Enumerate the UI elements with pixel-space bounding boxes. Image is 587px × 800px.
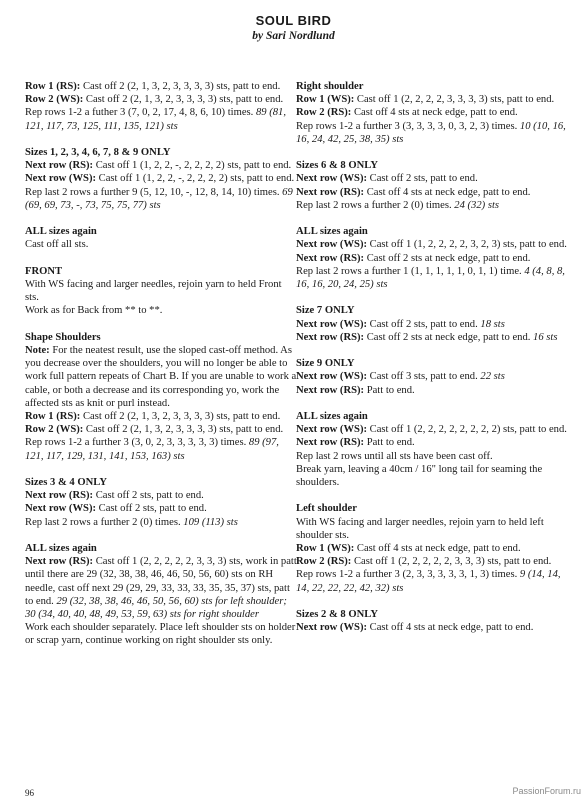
stitch-count: 4 (4, 8, 8, 16, 16, 20, 24, 25) sts <box>296 265 565 291</box>
pattern-section <box>296 410 568 489</box>
instruction-text: For the neatest result, use the sloped cast-off method. As you decrease over the shoulders, you will no longer be able to work full pattern repeats of Chart B. If you are unable to work a cable, or both a decrease and its corresponding yo, work the affected sts as knit or purl instead. <box>25 345 297 409</box>
instruction-text: Cast off 2 sts at neck edge, patt to end. <box>364 252 531 264</box>
stitch-count: 89 (81, 121, 117, 73, 125, 111, 135, 121) sts <box>25 107 286 132</box>
instruction-line <box>296 172 568 185</box>
instruction-line <box>296 450 568 463</box>
instruction-text: Rep rows 1-2 a further 3 (3, 0, 2, 3, 3, 3, 3, 3) times. <box>25 437 249 449</box>
instruction-line <box>25 238 297 251</box>
row-label: Next row (RS): <box>296 384 365 396</box>
section-heading: Sizes 1, 2, 3, 4, 6, 7, 8 & 9 ONLY <box>25 147 171 158</box>
section-heading: ALL sizes again <box>25 543 97 555</box>
instruction-line <box>296 370 568 383</box>
pattern-section <box>296 225 568 291</box>
section-heading: Shape Shoulders <box>25 331 101 343</box>
section-heading: Right shoulder <box>296 81 364 92</box>
instruction-text: Cast off 1 (1, 2, 2, -, 2, 2, 2, 2) sts, patt to end. <box>93 160 292 172</box>
stitch-count: 24 (32) sts <box>454 199 500 211</box>
instruction-text: Cast off all sts. <box>25 239 89 251</box>
instruction-text: Cast off 2 sts, patt to end. <box>96 503 207 515</box>
row-label: Next row (WS): <box>25 173 97 185</box>
instruction-text: Break yarn, leaving a 40cm / 16" long tail for seaming the shoulders. <box>296 463 543 489</box>
instruction-line <box>296 621 568 634</box>
section-heading: Sizes 3 & 4 ONLY <box>25 477 108 489</box>
right-column <box>296 80 568 648</box>
row-label: Next row (WS): <box>25 503 97 515</box>
instruction-line <box>25 186 297 212</box>
instruction-text: Cast off 2 (2, 1, 3, 2, 3, 3, 3, 3) sts, patt to end. <box>83 94 284 106</box>
instruction-text: Cast off 2 (2, 1, 3, 2, 3, 3, 3, 3) sts, patt to end. <box>83 424 284 436</box>
instruction-text: Cast off 4 sts at neck edge, patt to end. <box>367 622 534 634</box>
instruction-line <box>296 238 568 251</box>
section-heading: ALL sizes again <box>25 226 97 238</box>
instruction-line <box>296 384 568 397</box>
instruction-text: Rep last 2 rows a further 9 (5, 12, 10, -, 12, 8, 14, 10) times. <box>25 186 283 198</box>
instruction-line <box>25 423 297 436</box>
section-heading: Size 9 ONLY <box>296 358 355 370</box>
row-label: Next row (RS): <box>296 186 365 198</box>
stitch-count: 109 (113) sts <box>183 516 238 528</box>
row-label: Next row (WS): <box>296 622 368 634</box>
row-label: Next row (RS): <box>296 437 365 449</box>
instruction-line <box>296 265 568 291</box>
row-label: Next row (RS): <box>296 252 365 264</box>
row-label: Row 1 (RS): <box>25 81 81 92</box>
instruction-text: Cast off 2 sts, patt to end. <box>367 318 481 330</box>
instruction-text: Cast off 1 (2, 2, 2, 2, 3, 3, 3, 3) sts, patt to end. <box>354 94 555 106</box>
stitch-count: 9 (14, 14, 14, 22, 22, 22, 42, 32) sts <box>296 569 561 594</box>
instruction-line <box>25 502 297 515</box>
instruction-line <box>296 568 568 594</box>
stitch-count: 89 (97, 121, 117, 129, 131, 141, 153, 163) sts <box>25 437 279 462</box>
page-number: 96 <box>25 788 34 798</box>
instruction-line <box>25 172 297 185</box>
instruction-line <box>25 621 297 647</box>
row-label: Note: <box>25 345 50 356</box>
instruction-line <box>296 106 568 119</box>
instruction-line <box>25 106 297 132</box>
row-label: Next row (WS): <box>296 239 368 251</box>
pattern-section <box>25 542 297 648</box>
instruction-line <box>25 159 297 172</box>
pattern-section <box>296 304 568 344</box>
instruction-line <box>296 423 568 436</box>
section-heading: Sizes 6 & 8 ONLY <box>296 160 379 172</box>
pattern-section <box>25 331 297 463</box>
stitch-count: 69 (69, 69, 73, -, 73, 75, 75, 77) sts <box>25 186 293 211</box>
instruction-text: Rep rows 1-2 a futher 3 (7, 0, 2, 17, 4, 8, 6, 10) times. <box>25 107 256 119</box>
pattern-section <box>25 265 297 318</box>
instruction-line <box>25 344 297 410</box>
pattern-section <box>25 225 297 251</box>
section-heading: ALL sizes again <box>296 226 368 238</box>
instruction-line <box>296 463 568 489</box>
row-label: Next row (RS): <box>25 490 94 502</box>
row-label: Next row (WS): <box>296 173 368 185</box>
instruction-line <box>296 199 568 212</box>
left-column <box>25 80 297 661</box>
instruction-line <box>296 436 568 449</box>
instruction-text: Cast off 1 (2, 2, 2, 2, 2, 3, 3, 3) sts, work in patt until there are 29 (32, 38, 38, 46, 46, 50, 56, 60) sts on RH needle, cast off next 29 (29, 29, 33, 33, 33, 35, 35, 37) sts, patt to end. <box>25 556 297 607</box>
pattern-section <box>25 80 297 133</box>
row-label: Row 1 (WS): <box>296 94 355 106</box>
instruction-text: Cast off 2 (2, 1, 3, 2, 3, 3, 3, 3) sts, patt to end. <box>80 81 281 92</box>
row-label: Next row (WS): <box>296 424 368 436</box>
section-heading: Sizes 2 & 8 ONLY <box>296 609 379 621</box>
pattern-section <box>296 357 568 397</box>
instruction-line <box>25 555 297 621</box>
instruction-line <box>25 516 297 529</box>
row-label: Next row (RS): <box>25 556 94 568</box>
stitch-count: 29 (32, 38, 38, 46, 46, 50, 56, 60) sts for left shoulder; 30 (34, 40, 40, 48, 49, 53, 59, 63) sts for right shoulder <box>25 595 287 621</box>
instruction-text: Cast off 4 sts at neck edge, patt to end. <box>364 186 531 198</box>
instruction-text: Cast off 2 sts, patt to end. <box>93 490 204 502</box>
stitch-count: 18 sts <box>480 318 505 330</box>
section-heading: FRONT <box>25 265 63 277</box>
instruction-line <box>296 555 568 568</box>
row-label: Row 2 (WS): <box>25 424 84 436</box>
pattern-section <box>296 159 568 212</box>
instruction-line <box>25 304 297 317</box>
pattern-title: SOUL BIRD <box>255 13 332 28</box>
page-header <box>0 13 587 44</box>
instruction-text: Rep last 2 rows a further 2 (0) times. <box>296 199 455 211</box>
stitch-count: 10 (10, 16, 16, 24, 42, 25, 38, 35) sts <box>296 120 566 145</box>
instruction-line <box>25 93 297 106</box>
instruction-line <box>296 93 568 106</box>
pattern-section <box>296 502 568 594</box>
instruction-line <box>25 410 297 423</box>
pattern-section <box>296 608 568 634</box>
instruction-text: Cast off 2 sts at neck edge, patt to end. <box>364 331 534 343</box>
instruction-line <box>296 542 568 555</box>
instruction-text: Work as for Back from ** to **. <box>25 305 163 317</box>
instruction-text: Rep rows 1-2 a further 3 (3, 3, 3, 3, 0, 3, 2, 3) times. <box>296 120 520 132</box>
pattern-section <box>25 476 297 529</box>
row-label: Row 1 (WS): <box>296 543 355 555</box>
instruction-text: Cast off 3 sts, patt to end. <box>367 371 481 383</box>
instruction-line <box>296 318 568 331</box>
designer-byline: by Sari Nordlund <box>252 30 335 42</box>
instruction-text: Cast off 2 sts, patt to end. <box>367 173 478 185</box>
instruction-text: Cast off 1 (2, 2, 2, 2, 2, 2, 2, 2) sts, patt to end. <box>367 424 567 436</box>
instruction-text: Rep last 2 rows a further 2 (0) times. <box>25 516 184 528</box>
instruction-text: Cast off 2 (2, 1, 3, 2, 3, 3, 3, 3) sts, patt to end. <box>80 411 281 423</box>
instruction-line <box>296 516 568 542</box>
instruction-text: Cast off 4 sts at neck edge, patt to end. <box>354 543 521 555</box>
instruction-line <box>296 186 568 199</box>
instruction-text: Work each shoulder separately. Place left shoulder sts on holder or scrap yarn, continue working on right shoulder sts only. <box>25 622 296 647</box>
instruction-text: Rep last 2 rows a further 1 (1, 1, 1, 1, 1, 0, 1, 1) time. <box>296 265 525 277</box>
row-label: Next row (WS): <box>296 318 368 330</box>
instruction-line <box>296 331 568 344</box>
instruction-text: Patt to end. <box>364 437 415 449</box>
pattern-section <box>25 146 297 212</box>
row-label: Next row (RS): <box>25 160 94 172</box>
instruction-line <box>25 489 297 502</box>
stitch-count: 16 sts <box>533 331 558 343</box>
instruction-line <box>25 436 297 462</box>
row-label: Row 1 (RS): <box>25 411 81 423</box>
section-heading: Left shoulder <box>296 503 357 515</box>
pattern-section <box>296 80 568 146</box>
row-label: Row 2 (WS): <box>25 94 84 106</box>
row-label: Row 2 (RS): <box>296 556 352 568</box>
instruction-text: Rep last 2 rows until all sts have been cast off. <box>296 450 493 462</box>
row-label: Next row (WS): <box>296 371 368 383</box>
instruction-line <box>296 120 568 146</box>
instruction-text: Cast off 1 (2, 2, 2, 2, 2, 3, 3, 3) sts, patt to end. <box>351 556 552 568</box>
section-heading: ALL sizes again <box>296 411 368 422</box>
stitch-count: 22 sts <box>480 371 505 383</box>
instruction-line <box>296 252 568 265</box>
instruction-text: Cast off 1 (1, 2, 2, -, 2, 2, 2, 2) sts, patt to end. <box>96 173 295 185</box>
instruction-line <box>25 278 297 304</box>
row-label: Next row (RS): <box>296 331 365 343</box>
instruction-text: With WS facing and larger needles, rejoin yarn to held left shoulder sts. <box>296 516 544 541</box>
instruction-line <box>25 80 297 93</box>
instruction-text: Rep rows 1-2 a further 3 (2, 3, 3, 3, 3, 3, 1, 3) times. <box>296 569 520 581</box>
instruction-text: Cast off 1 (1, 2, 2, 2, 2, 3, 2, 3) sts, patt to end. <box>367 239 567 251</box>
instruction-text: With WS facing and larger needles, rejoin yarn to held Front sts. <box>25 279 282 304</box>
instruction-text: Cast off 4 sts at neck edge, patt to end. <box>351 107 518 119</box>
watermark: PassionForum.ru <box>512 786 581 796</box>
instruction-text: Patt to end. <box>364 384 415 396</box>
section-heading: Size 7 ONLY <box>296 305 355 317</box>
row-label: Row 2 (RS): <box>296 107 352 119</box>
